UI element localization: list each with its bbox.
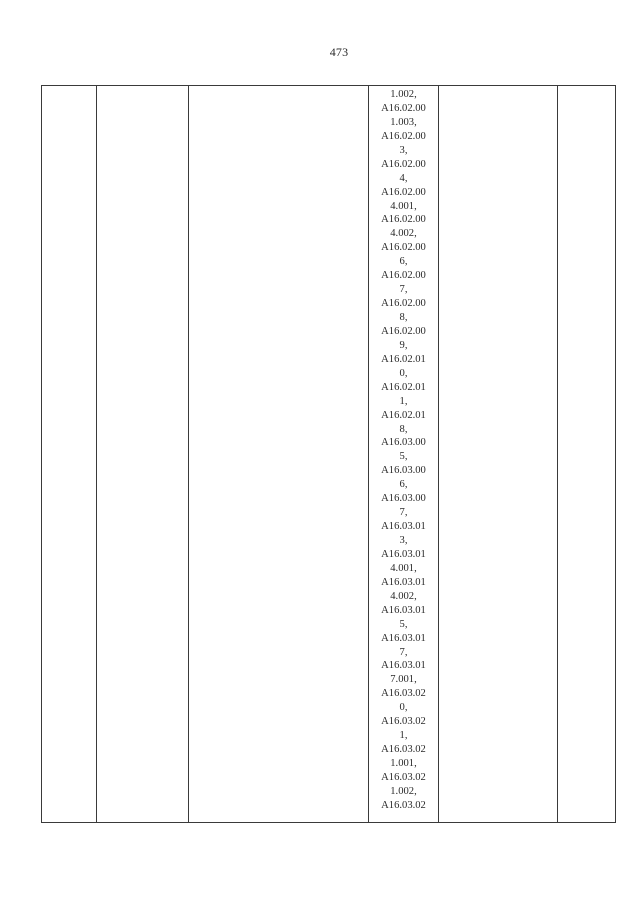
code-line: 1.003, <box>390 116 417 128</box>
code-line: 7, <box>399 284 408 296</box>
code-line: A16.03.02 <box>381 688 426 700</box>
procedure-codes-cell <box>369 88 438 813</box>
code-line: A16.02.00 <box>381 102 426 114</box>
code-line: A16.03.02 <box>381 799 426 811</box>
code-line: A16.02.00 <box>381 158 426 170</box>
code-line: 8, <box>399 312 408 323</box>
code-line: A16.02.01 <box>381 353 426 365</box>
code-line: A16.03.01 <box>381 604 426 616</box>
column-divider-5 <box>557 86 558 822</box>
code-line: 4, <box>399 172 408 184</box>
code-line: A16.03.00 <box>381 437 426 449</box>
column-divider-2 <box>188 86 189 822</box>
code-line: 0, <box>399 367 408 379</box>
code-line: A16.02.00 <box>381 130 426 142</box>
code-line: 1, <box>399 730 408 742</box>
code-line: A16.02.00 <box>381 298 426 310</box>
code-line: 4.001, <box>390 200 417 212</box>
code-line: A16.03.00 <box>381 465 426 477</box>
code-line: A16.03.01 <box>381 521 426 533</box>
code-line: A16.02.00 <box>381 325 426 337</box>
code-line: A16.03.02 <box>381 771 426 783</box>
code-line: A16.03.01 <box>381 632 426 644</box>
code-line: 3, <box>399 144 408 156</box>
code-line: 4.002, <box>390 590 417 602</box>
code-line: 7, <box>399 507 408 519</box>
code-line: A16.03.01 <box>381 576 426 588</box>
code-line: A16.02.00 <box>381 270 426 282</box>
code-line: A16.02.01 <box>381 409 426 421</box>
code-line: A16.03.01 <box>381 660 426 672</box>
code-line: A16.03.02 <box>381 744 426 756</box>
code-line: 6, <box>399 256 408 268</box>
table-continuation <box>41 85 616 823</box>
code-line: 1.002, <box>390 89 417 100</box>
column-divider-1 <box>96 86 97 822</box>
code-line: A16.02.00 <box>381 186 426 198</box>
code-line: 7.001, <box>390 674 417 686</box>
code-line: A16.02.00 <box>381 242 426 254</box>
code-line: A16.03.01 <box>381 548 426 560</box>
code-line: A16.03.02 <box>381 716 426 728</box>
code-line: 3, <box>399 535 408 546</box>
code-line: 4.001, <box>390 562 417 574</box>
code-line: 1.002, <box>390 785 417 797</box>
code-line: A16.03.00 <box>381 493 426 505</box>
code-line: 5, <box>399 451 408 463</box>
code-line: 7, <box>399 646 408 658</box>
code-line: 6, <box>399 479 408 491</box>
column-divider-4 <box>438 86 439 822</box>
code-line: 1, <box>399 395 408 407</box>
code-line: 8, <box>399 423 408 435</box>
code-line: 4.002, <box>390 228 417 240</box>
code-line: A16.02.00 <box>381 214 426 226</box>
page-number: 473 <box>329 45 349 59</box>
code-line: A16.02.01 <box>381 381 426 393</box>
code-line: 1.001, <box>390 758 417 769</box>
code-line: 5, <box>399 618 408 630</box>
code-line: 0, <box>399 702 408 714</box>
code-line: 9, <box>399 339 408 351</box>
